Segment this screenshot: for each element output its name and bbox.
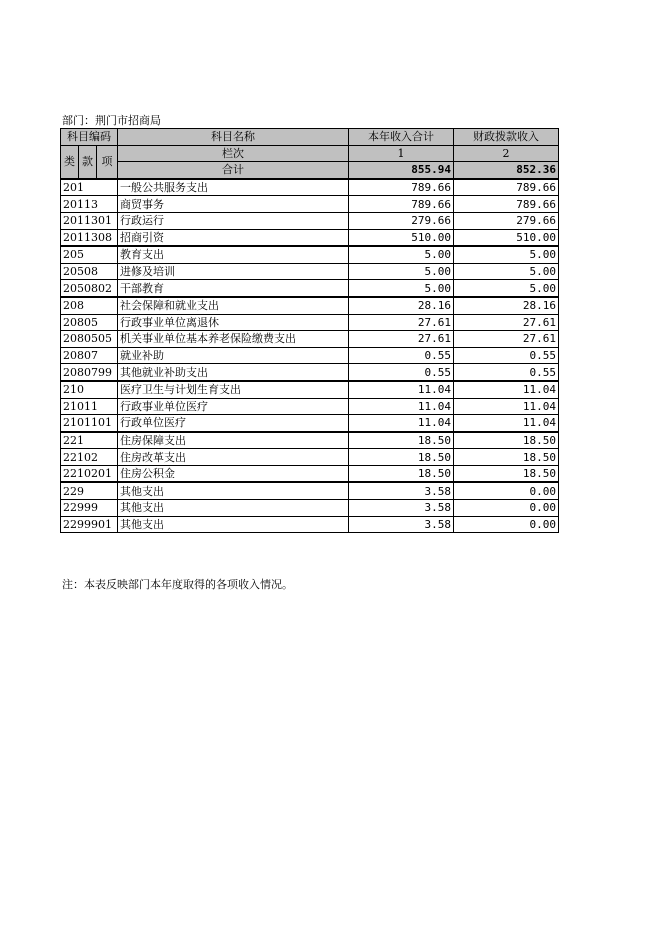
row-name: 其他支出 xyxy=(118,500,349,517)
table-row xyxy=(61,212,559,229)
row-col1: 0.55 xyxy=(349,364,454,381)
table-row xyxy=(61,297,559,314)
header-col2: 财政拨款收入 xyxy=(454,129,559,146)
table-row xyxy=(61,364,559,381)
row-code: 2101101 xyxy=(61,415,118,432)
row-col2: 27.61 xyxy=(454,314,559,331)
row-col1: 3.58 xyxy=(349,500,454,517)
row-col2: 5.00 xyxy=(454,280,559,297)
row-col2: 11.04 xyxy=(454,381,559,398)
row-col1: 5.00 xyxy=(349,280,454,297)
table-row xyxy=(61,347,559,364)
row-name: 住房公积金 xyxy=(118,465,349,482)
row-col1: 18.50 xyxy=(349,432,454,449)
row-code: 22102 xyxy=(61,449,118,466)
row-col1: 27.61 xyxy=(349,314,454,331)
row-code: 2080799 xyxy=(61,364,118,381)
row-name: 行政事业单位医疗 xyxy=(118,398,349,415)
table-row xyxy=(61,196,559,213)
row-col2: 27.61 xyxy=(454,331,559,348)
row-col1: 11.04 xyxy=(349,415,454,432)
row-col1: 11.04 xyxy=(349,398,454,415)
row-name: 行政运行 xyxy=(118,212,349,229)
table-row xyxy=(61,516,559,533)
table-row xyxy=(61,449,559,466)
row-col2: 28.16 xyxy=(454,297,559,314)
row-col2: 0.00 xyxy=(454,500,559,517)
table-row xyxy=(61,432,559,449)
row-col2: 279.66 xyxy=(454,212,559,229)
row-col2: 510.00 xyxy=(454,229,559,246)
table-row xyxy=(61,482,559,499)
row-col2: 789.66 xyxy=(454,196,559,213)
row-col2: 18.50 xyxy=(454,465,559,482)
row-code: 208 xyxy=(61,297,118,314)
row-col2: 0.00 xyxy=(454,482,559,499)
row-name: 机关事业单位基本养老保险缴费支出 xyxy=(118,331,349,348)
income-table xyxy=(60,128,559,533)
header-lanci: 栏次 xyxy=(118,145,349,162)
row-name: 就业补助 xyxy=(118,347,349,364)
table-row xyxy=(61,179,559,196)
header-name: 科目名称 xyxy=(118,129,349,146)
table-row xyxy=(61,500,559,517)
row-code: 201 xyxy=(61,179,118,196)
footnote: 注：本表反映部门本年度取得的各项收入情况。 xyxy=(62,578,293,591)
row-col2: 18.50 xyxy=(454,432,559,449)
header-lei: 类 xyxy=(61,145,79,179)
row-name: 其他支出 xyxy=(118,516,349,533)
table-row xyxy=(61,331,559,348)
header-code: 科目编码 xyxy=(61,129,118,146)
table-row xyxy=(61,465,559,482)
table-row xyxy=(61,381,559,398)
row-name: 商贸事务 xyxy=(118,196,349,213)
row-col2: 11.04 xyxy=(454,415,559,432)
row-col1: 5.00 xyxy=(349,246,454,263)
table-row xyxy=(61,314,559,331)
row-col1: 789.66 xyxy=(349,196,454,213)
row-name: 医疗卫生与计划生育支出 xyxy=(118,381,349,398)
row-col2: 0.55 xyxy=(454,364,559,381)
table-row xyxy=(61,415,559,432)
row-code: 229 xyxy=(61,482,118,499)
header-xiang: 项 xyxy=(97,145,118,179)
row-code: 2299901 xyxy=(61,516,118,533)
row-col1: 0.55 xyxy=(349,347,454,364)
row-code: 20807 xyxy=(61,347,118,364)
table-row xyxy=(61,280,559,297)
row-code: 21011 xyxy=(61,398,118,415)
row-col2: 789.66 xyxy=(454,179,559,196)
header-col1-no: 1 xyxy=(349,145,454,162)
row-col2: 11.04 xyxy=(454,398,559,415)
row-col1: 18.50 xyxy=(349,465,454,482)
row-col2: 5.00 xyxy=(454,246,559,263)
table-row xyxy=(61,229,559,246)
total-label: 合计 xyxy=(118,162,349,179)
row-col1: 789.66 xyxy=(349,179,454,196)
row-code: 22999 xyxy=(61,500,118,517)
row-col1: 28.16 xyxy=(349,297,454,314)
row-code: 2011301 xyxy=(61,212,118,229)
row-name: 招商引资 xyxy=(118,229,349,246)
row-name: 其他支出 xyxy=(118,482,349,499)
row-name: 干部教育 xyxy=(118,280,349,297)
row-code: 20508 xyxy=(61,263,118,280)
header-col1: 本年收入合计 xyxy=(349,129,454,146)
row-col1: 510.00 xyxy=(349,229,454,246)
row-col2: 0.00 xyxy=(454,516,559,533)
header-kuan: 款 xyxy=(79,145,97,179)
row-col1: 3.58 xyxy=(349,482,454,499)
row-name: 社会保障和就业支出 xyxy=(118,297,349,314)
row-code: 20113 xyxy=(61,196,118,213)
row-code: 221 xyxy=(61,432,118,449)
row-name: 行政单位医疗 xyxy=(118,415,349,432)
row-code: 2080505 xyxy=(61,331,118,348)
table-row xyxy=(61,398,559,415)
row-name: 住房改革支出 xyxy=(118,449,349,466)
row-name: 一般公共服务支出 xyxy=(118,179,349,196)
row-code: 205 xyxy=(61,246,118,263)
table-row xyxy=(61,263,559,280)
row-col1: 18.50 xyxy=(349,449,454,466)
row-name: 其他就业补助支出 xyxy=(118,364,349,381)
total-col2: 852.36 xyxy=(454,162,559,179)
total-col1: 855.94 xyxy=(349,162,454,179)
row-code: 20805 xyxy=(61,314,118,331)
row-code: 2050802 xyxy=(61,280,118,297)
row-col1: 5.00 xyxy=(349,263,454,280)
row-name: 住房保障支出 xyxy=(118,432,349,449)
row-code: 2011308 xyxy=(61,229,118,246)
row-col1: 279.66 xyxy=(349,212,454,229)
row-col1: 27.61 xyxy=(349,331,454,348)
row-col2: 0.55 xyxy=(454,347,559,364)
row-col1: 3.58 xyxy=(349,516,454,533)
row-code: 2210201 xyxy=(61,465,118,482)
row-name: 进修及培训 xyxy=(118,263,349,280)
row-name: 教育支出 xyxy=(118,246,349,263)
table-row xyxy=(61,246,559,263)
row-col2: 18.50 xyxy=(454,449,559,466)
header-col2-no: 2 xyxy=(454,145,559,162)
department-label: 部门：荆门市招商局 xyxy=(62,114,161,127)
row-name: 行政事业单位离退休 xyxy=(118,314,349,331)
row-col2: 5.00 xyxy=(454,263,559,280)
row-code: 210 xyxy=(61,381,118,398)
row-col1: 11.04 xyxy=(349,381,454,398)
